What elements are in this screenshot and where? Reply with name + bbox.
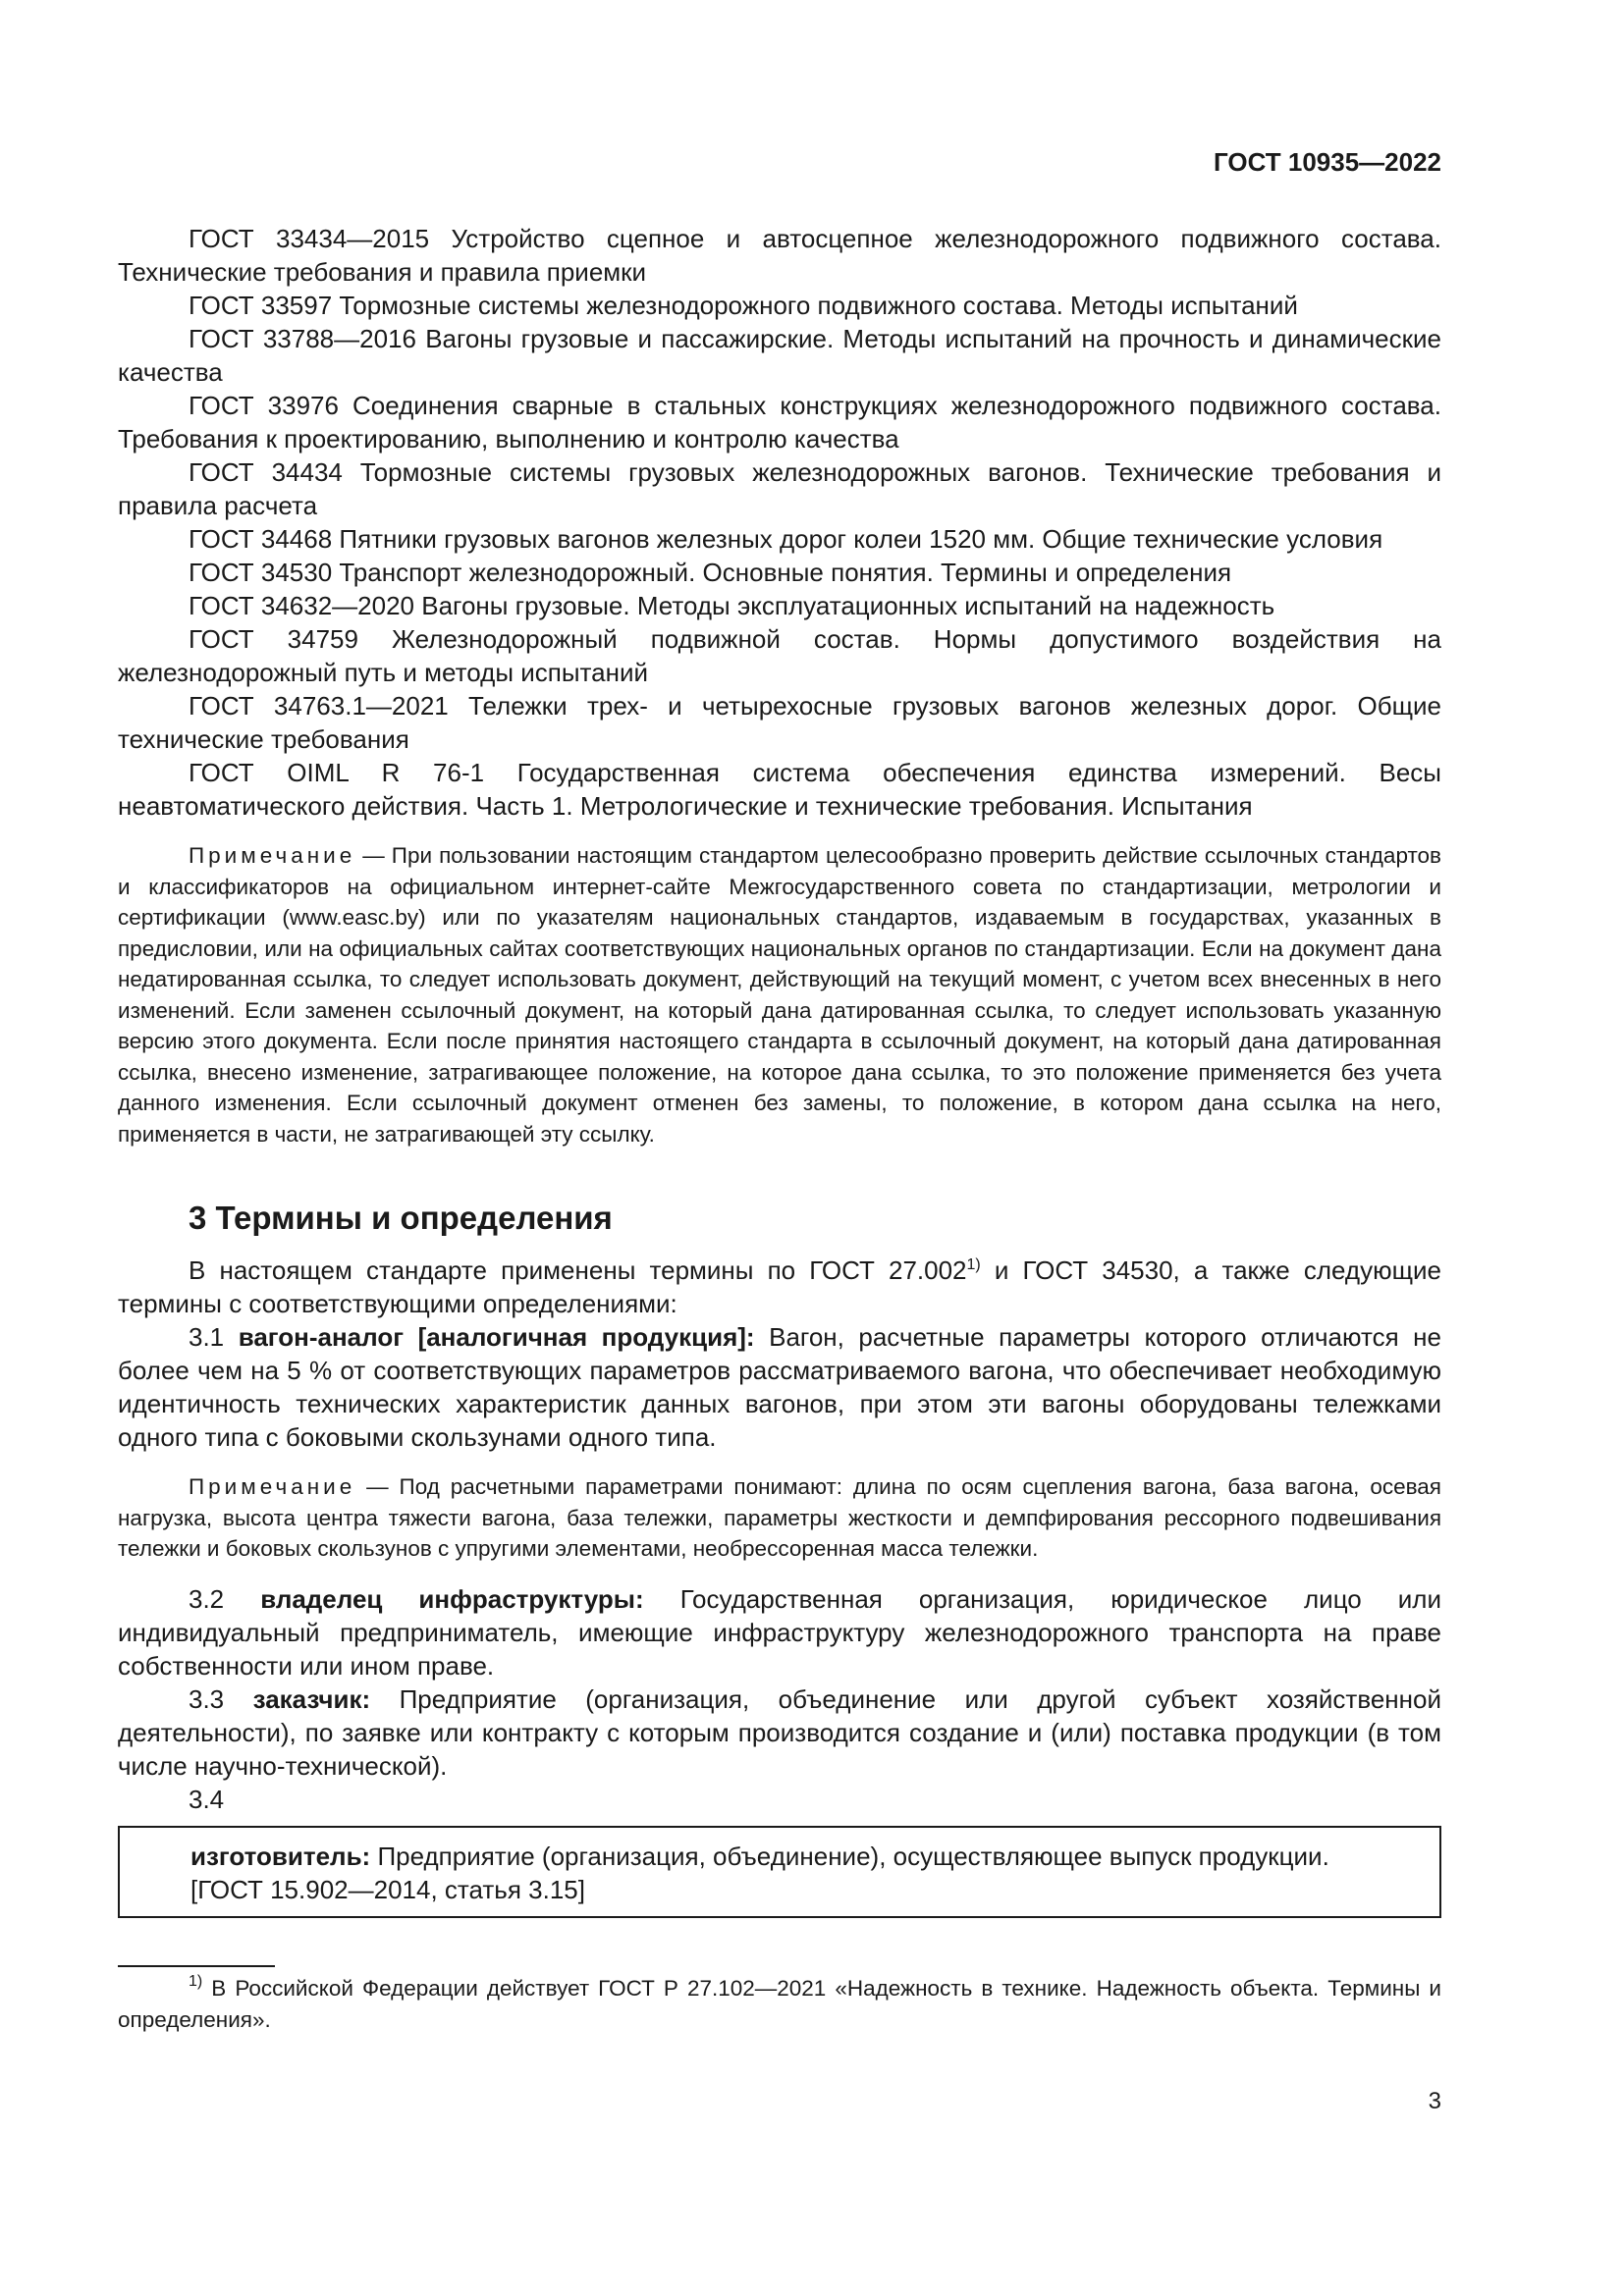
references-note <box>118 840 1441 1149</box>
term-3-4 <box>190 1840 1414 1873</box>
footnote <box>118 1973 1441 2036</box>
reference-item: ГОСТ 34530 Транспорт железнодорожный. Основные понятия. Термины и определения <box>189 558 1232 587</box>
section-intro <box>118 1254 1441 1320</box>
intro-text-a: В настоящем стандарте применены термины по ГОСТ 27.002 <box>189 1255 967 1285</box>
term-source: [ГОСТ 15.902—2014, статья 3.15] <box>190 1874 585 1904</box>
footnote-text: В Российской Федерации действует ГОСТ Р 27.102—2021 «Надежность в технике. Надежность объекта. Термины и определения». <box>118 1975 1441 2032</box>
term-3-4-number: 3.4 <box>189 1784 225 1814</box>
note-label: Примечание <box>189 1474 356 1499</box>
footnote-mark: 1) <box>189 1972 203 1990</box>
reference-item: ГОСТ 34468 Пятники грузовых вагонов железных дорог колеи 1520 мм. Общие технические условия <box>189 524 1383 554</box>
page-number: 3 <box>1428 2088 1441 2114</box>
term-definition: Вагон, расчетные параметры которого отличаются не более чем на 5 % от соответствующих параметров рассматриваемого вагона, что обеспечивает необходимую идентичность технических характеристик данных вагонов, при этом эти вагоны оборудованы тележками одного типа с боковыми скользунами одного типа. <box>118 1322 1441 1452</box>
page-content <box>118 222 1441 2036</box>
intro-text-b: и ГОСТ 34530, а также следующие термины с соответствующими определениями: <box>118 1255 1441 1318</box>
term-number: 3.3 <box>189 1683 253 1714</box>
term-name: вагон-аналог [аналогичная продукция]: <box>238 1322 755 1352</box>
term-definition: Предприятие (организация, объединение), осуществляющее выпуск продукции. <box>370 1841 1329 1871</box>
reference-item: ГОСТ 34759 Железнодорожный подвижной состав. Нормы допустимого воздействия на железнодорожный путь и методы испытаний <box>118 624 1441 687</box>
term-3-2 <box>118 1582 1441 1682</box>
reference-item: ГОСТ 34632—2020 Вагоны грузовые. Методы эксплуатационных испытаний на надежность <box>189 591 1275 620</box>
quoted-term-box <box>118 1826 1441 1918</box>
note-text: — Под расчетными параметрами понимают: длина по осям сцепления вагона, база вагона, осевая нагрузка, высота центра тяжести вагона, база тележки, параметры жесткости и демпфирования рессорного подвешивания тележки и боковых скользунов с упругими элементами, необрессоренная масса тележки. <box>118 1474 1441 1561</box>
footnote-divider <box>118 1965 275 1967</box>
note-label: Примечание <box>189 843 356 868</box>
reference-item: ГОСТ 33434—2015 Устройство сцепное и автосцепное железнодорожного подвижного состава. Технические требования и правила приемки <box>118 224 1441 287</box>
reference-item: ГОСТ 33788—2016 Вагоны грузовые и пассажирские. Методы испытаний на прочность и динамические качества <box>118 324 1441 387</box>
references-list <box>118 222 1441 823</box>
reference-item: ГОСТ OIML R 76-1 Государственная система обеспечения единства измерений. Весы неавтоматического действия. Часть 1. Метрологические и технические требования. Испытания <box>118 758 1441 821</box>
reference-item: ГОСТ 33976 Соединения сварные в стальных конструкциях железнодорожного подвижного состава. Требования к проектированию, выполнению и контролю качества <box>118 391 1441 454</box>
section-title: 3 Термины и определения <box>189 1200 613 1236</box>
term-number: 3.1 <box>189 1322 239 1352</box>
term-note <box>118 1471 1441 1565</box>
footnote-ref: 1) <box>966 1256 981 1273</box>
term-definition: Предприятие (организация, объединение или другой субъект хозяйственной деятельности), по заявке или контракту с которым производится создание и (или) поставка продукции (в том числе научно-технической). <box>118 1683 1442 1781</box>
note-text: — При пользовании настоящим стандартом целесообразно проверить действие ссылочных стандартов и классификаторов на официальном интернет-сайте Межгосударственного совета по стандартизации, метрологии и сертификации (www.easc.by) или по указателям национальных стандартов, издаваемым в государствах, указанных в предисловии, или на официальных сайтах соответствующих национальных органов по стандартизации. Если на документ дана недатированная ссылка, то следует использовать документ, действующий на текущий момент, с учетом всех внесенных в него изменений. Если заменен ссылочный документ, на который дана датированная ссылка, то следует использовать указанную версию этого документа. Если после принятия настоящего стандарта в ссылочный документ, на который дана датированная ссылка, внесено изменение, затрагивающее положение, на которое дана ссылка, то это положение применяется без учета данного изменения. Если ссылочный документ отменен без замены, то положение, в котором дана ссылка на него, применяется в части, не затрагивающей эту ссылку. <box>118 843 1441 1147</box>
reference-item: ГОСТ 33597 Тормозные системы железнодорожного подвижного состава. Методы испытаний <box>189 291 1298 320</box>
term-number: 3.2 <box>189 1583 261 1614</box>
reference-item: ГОСТ 34763.1—2021 Тележки трех- и четырехосные грузовых вагонов железных дорог. Общие технические требования <box>118 691 1441 754</box>
term-3-3 <box>118 1682 1441 1783</box>
term-name: владелец инфраструктуры: <box>260 1583 644 1614</box>
document-header: ГОСТ 10935—2022 <box>1214 147 1441 177</box>
term-name: заказчик: <box>252 1683 371 1714</box>
term-name: изготовитель: <box>190 1841 371 1871</box>
term-definition: Государственная организация, юридическое лицо или индивидуальный предприниматель, имеющие инфраструктуру железнодорожного транспорта на праве собственности или ином праве. <box>118 1583 1442 1681</box>
term-3-1 <box>118 1320 1441 1454</box>
reference-item: ГОСТ 34434 Тормозные системы грузовых железнодорожных вагонов. Технические требования и правила расчета <box>118 457 1441 520</box>
